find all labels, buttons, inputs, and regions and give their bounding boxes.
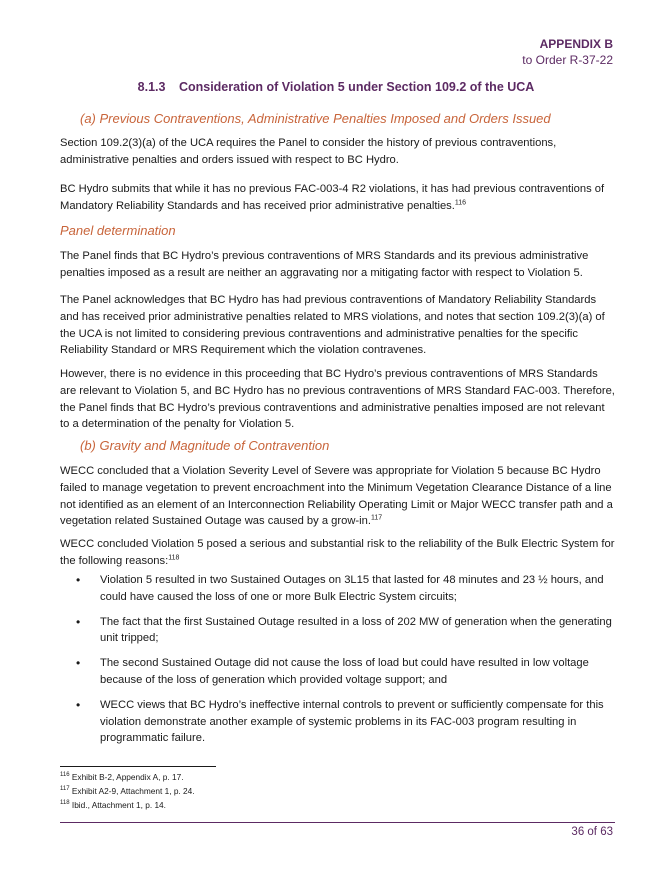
footnote-ref-116: 116: [454, 199, 467, 207]
footnote-text: Ibid., Attachment 1, p. 14.: [71, 800, 166, 810]
list-item: [60, 572, 615, 606]
footnote-number: 117: [60, 786, 70, 793]
footnote-text: Exhibit B-2, Appendix A, p. 17.: [71, 772, 184, 782]
list-item-text: WECC views that BC Hydro’s ineffective internal controls to prevent or sufficiently compensate for this violation demonstrate another example of systemic problems in its FAC-003 program resulting in programmatic failure.: [100, 698, 604, 745]
list-item: [60, 614, 615, 648]
paragraph-5: However, there is no evidence in this proceeding that BC Hydro’s previous contraventions of MRS Standards are relevant to Violation 5, and BC Hydro has no previous contraventions of MRS Standard FAC-003. Therefore, the Panel finds that BC Hydro’s previous contraventions and administrative penalties imposed are not relevant to a determination of the penalty for Violation 5.: [60, 368, 615, 431]
bullet-icon: •: [76, 697, 81, 712]
paragraph-7: [60, 536, 615, 570]
reasons-list: [60, 572, 615, 755]
footnote-divider: [60, 766, 216, 767]
footnote-ref-117: 117: [370, 514, 383, 522]
list-item-text: The fact that the first Sustained Outage resulted in a loss of 202 MW of generation when the generating unit tripped;: [100, 615, 612, 645]
list-item: [60, 697, 615, 747]
bullet-icon: •: [76, 614, 81, 629]
footnote-116: [60, 771, 184, 783]
footnote-118: [60, 799, 166, 811]
footer-divider: [60, 822, 615, 823]
footnote-number: 118: [60, 800, 70, 807]
paragraph-2: [60, 181, 615, 215]
subheading-b: (b) Gravity and Magnitude of Contravention: [80, 438, 330, 453]
section-title: [0, 80, 672, 94]
footnote-ref-118: 118: [168, 554, 180, 562]
list-item-text: The second Sustained Outage did not cause the loss of load but could have resulted in low voltage because of the loss of generation which provided voltage support; and: [100, 657, 589, 686]
section-number: 8.1.3: [137, 80, 166, 94]
appendix-label: APPENDIX B: [539, 37, 613, 51]
order-reference: to Order R-37-22: [522, 53, 613, 67]
bullet-icon: •: [76, 573, 81, 587]
footnote-number: 116: [60, 772, 70, 779]
footnote-117: [60, 785, 195, 797]
paragraph-6-text: WECC concluded that a Violation Severity Level of Severe was appropriate for Violation 5 because BC Hydro failed to manage vegetation to prevent encroachment into the Minimum Vegetation Clearance Distance of a line not identified as an element of an Interconnection Reliability Operating Limit or Major WECC transfer path and a vegetation related Sustained Outage was caused by a grow-in.: [60, 465, 613, 528]
appendix-header: [522, 36, 613, 68]
page-number: 36 of 63: [571, 826, 613, 838]
list-item-text: Violation 5 resulted in two Sustained Outages on 3L15 that lasted for 48 minutes and 23 ½ hours, and could have caused the loss of one or more Bulk Electric System circuits;: [100, 574, 604, 603]
list-item: [60, 655, 615, 689]
paragraph-7-text: WECC concluded Violation 5 posed a serious and substantial risk to the reliability of the Bulk Electric System for the following reasons:: [60, 538, 615, 567]
paragraph-4: The Panel acknowledges that BC Hydro has had previous contraventions of Mandatory Reliability Standards and has received prior administrative penalties related to MRS violations, and notes that section 109.2(3)(a) of the UCA is not limited to considering previous contraventions and administrative penalties for the specific Reliability Standard or MRS Requirement which the violation contravenes.: [60, 294, 605, 357]
panel-determination-heading: Panel determination: [60, 223, 176, 238]
subheading-a: (a) Previous Contraventions, Administrative Penalties Imposed and Orders Issued: [80, 111, 551, 126]
section-title-text: Consideration of Violation 5 under Section 109.2 of the UCA: [178, 80, 535, 94]
bullet-icon: •: [76, 656, 81, 671]
paragraph-2-text: BC Hydro submits that while it has no previous FAC-003-4 R2 violations, it has had previous contraventions of Mandatory Reliability Standards and has received prior administrative penalties.: [60, 183, 605, 212]
paragraph-3: The Panel finds that BC Hydro’s previous contraventions of MRS Standards and its previous administrative penalties imposed as a result are neither an aggravating nor a mitigating factor with respect to Violation 5.: [60, 250, 589, 279]
paragraph-1: Section 109.2(3)(a) of the UCA requires the Panel to consider the history of previous contraventions, administrative penalties and orders issued with respect to BC Hydro.: [60, 137, 557, 166]
paragraph-6: [60, 463, 615, 530]
footnote-text: Exhibit A2-9, Attachment 1, p. 24.: [71, 786, 195, 796]
